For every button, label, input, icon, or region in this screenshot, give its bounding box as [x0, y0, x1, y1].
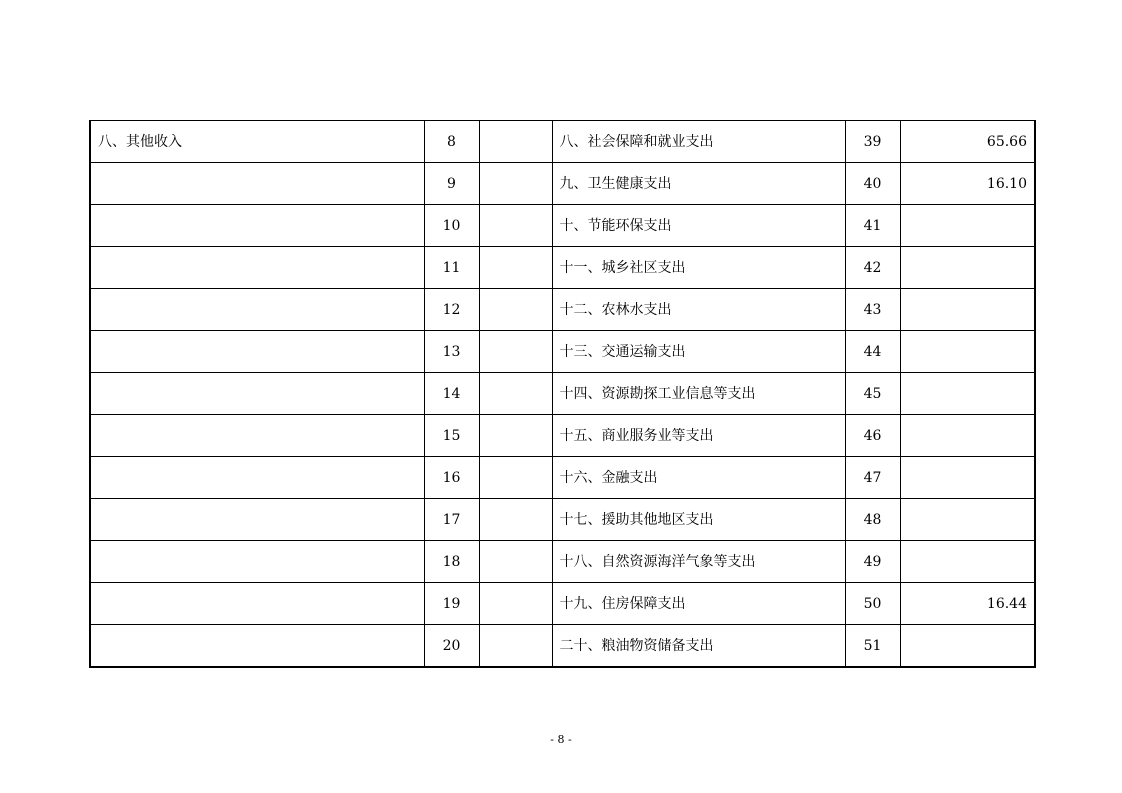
- expense-item-cell: 十八、自然资源海洋气象等支出: [552, 541, 845, 583]
- income-item-cell: [90, 289, 424, 331]
- income-amount-cell: [479, 289, 552, 331]
- income-item-cell: [90, 205, 424, 247]
- expense-item-cell: 十九、住房保障支出: [552, 583, 845, 625]
- income-line-number-cell: 14: [424, 373, 479, 415]
- income-item-cell: [90, 583, 424, 625]
- expense-item-cell: 十五、商业服务业等支出: [552, 415, 845, 457]
- table-row: [90, 373, 1035, 415]
- table-body: [90, 121, 1035, 668]
- table-row: [90, 247, 1035, 289]
- income-item-cell: [90, 331, 424, 373]
- expense-amount-cell: [900, 457, 1035, 499]
- expense-item-cell: 十六、金融支出: [552, 457, 845, 499]
- income-item-cell: [90, 457, 424, 499]
- expense-amount-cell: [900, 499, 1035, 541]
- expense-item-cell: 十一、城乡社区支出: [552, 247, 845, 289]
- table-row: [90, 625, 1035, 668]
- expense-amount-cell: [900, 373, 1035, 415]
- expense-line-number-cell: 40: [845, 163, 900, 205]
- expense-item-cell: 八、社会保障和就业支出: [552, 121, 845, 163]
- expense-line-number-cell: 48: [845, 499, 900, 541]
- table-row: [90, 583, 1035, 625]
- expense-amount-cell: [900, 247, 1035, 289]
- expense-amount-cell: 16.10: [900, 163, 1035, 205]
- income-amount-cell: [479, 541, 552, 583]
- income-item-cell: [90, 499, 424, 541]
- income-amount-cell: [479, 205, 552, 247]
- table-row: [90, 541, 1035, 583]
- income-amount-cell: [479, 457, 552, 499]
- table-row: [90, 415, 1035, 457]
- expense-line-number-cell: 45: [845, 373, 900, 415]
- table-row: [90, 205, 1035, 247]
- expense-amount-cell: [900, 625, 1035, 668]
- budget-table: [89, 120, 1036, 668]
- expense-item-cell: 九、卫生健康支出: [552, 163, 845, 205]
- expense-line-number-cell: 49: [845, 541, 900, 583]
- income-line-number-cell: 18: [424, 541, 479, 583]
- expense-item-cell: 十三、交通运输支出: [552, 331, 845, 373]
- income-amount-cell: [479, 415, 552, 457]
- expense-item-cell: 十二、农林水支出: [552, 289, 845, 331]
- income-amount-cell: [479, 121, 552, 163]
- income-amount-cell: [479, 373, 552, 415]
- expense-line-number-cell: 43: [845, 289, 900, 331]
- table-row: [90, 163, 1035, 205]
- expense-item-cell: 二十、粮油物资储备支出: [552, 625, 845, 668]
- expense-line-number-cell: 42: [845, 247, 900, 289]
- table-row: [90, 457, 1035, 499]
- income-amount-cell: [479, 331, 552, 373]
- expense-line-number-cell: 47: [845, 457, 900, 499]
- income-line-number-cell: 8: [424, 121, 479, 163]
- expense-line-number-cell: 39: [845, 121, 900, 163]
- income-line-number-cell: 15: [424, 415, 479, 457]
- income-line-number-cell: 16: [424, 457, 479, 499]
- expense-line-number-cell: 44: [845, 331, 900, 373]
- income-line-number-cell: 17: [424, 499, 479, 541]
- expense-item-cell: 十四、资源勘探工业信息等支出: [552, 373, 845, 415]
- expense-line-number-cell: 50: [845, 583, 900, 625]
- expense-item-cell: 十、节能环保支出: [552, 205, 845, 247]
- expense-line-number-cell: 51: [845, 625, 900, 668]
- income-line-number-cell: 13: [424, 331, 479, 373]
- income-line-number-cell: 20: [424, 625, 479, 668]
- income-amount-cell: [479, 499, 552, 541]
- table-row: [90, 121, 1035, 163]
- income-item-cell: 八、其他收入: [90, 121, 424, 163]
- income-item-cell: [90, 247, 424, 289]
- income-amount-cell: [479, 583, 552, 625]
- expense-line-number-cell: 41: [845, 205, 900, 247]
- expense-amount-cell: 65.66: [900, 121, 1035, 163]
- income-line-number-cell: 9: [424, 163, 479, 205]
- income-amount-cell: [479, 247, 552, 289]
- income-amount-cell: [479, 625, 552, 668]
- income-item-cell: [90, 415, 424, 457]
- income-line-number-cell: 12: [424, 289, 479, 331]
- income-item-cell: [90, 163, 424, 205]
- income-item-cell: [90, 625, 424, 668]
- expense-item-cell: 十七、援助其他地区支出: [552, 499, 845, 541]
- table-row: [90, 289, 1035, 331]
- expense-amount-cell: [900, 331, 1035, 373]
- table-row: [90, 499, 1035, 541]
- income-line-number-cell: 11: [424, 247, 479, 289]
- income-line-number-cell: 10: [424, 205, 479, 247]
- page-number: - 8 -: [550, 733, 572, 746]
- expense-amount-cell: [900, 541, 1035, 583]
- expense-amount-cell: [900, 415, 1035, 457]
- income-item-cell: [90, 541, 424, 583]
- expense-line-number-cell: 46: [845, 415, 900, 457]
- expense-amount-cell: [900, 205, 1035, 247]
- expense-amount-cell: 16.44: [900, 583, 1035, 625]
- expense-amount-cell: [900, 289, 1035, 331]
- income-amount-cell: [479, 163, 552, 205]
- table-row: [90, 331, 1035, 373]
- income-line-number-cell: 19: [424, 583, 479, 625]
- income-item-cell: [90, 373, 424, 415]
